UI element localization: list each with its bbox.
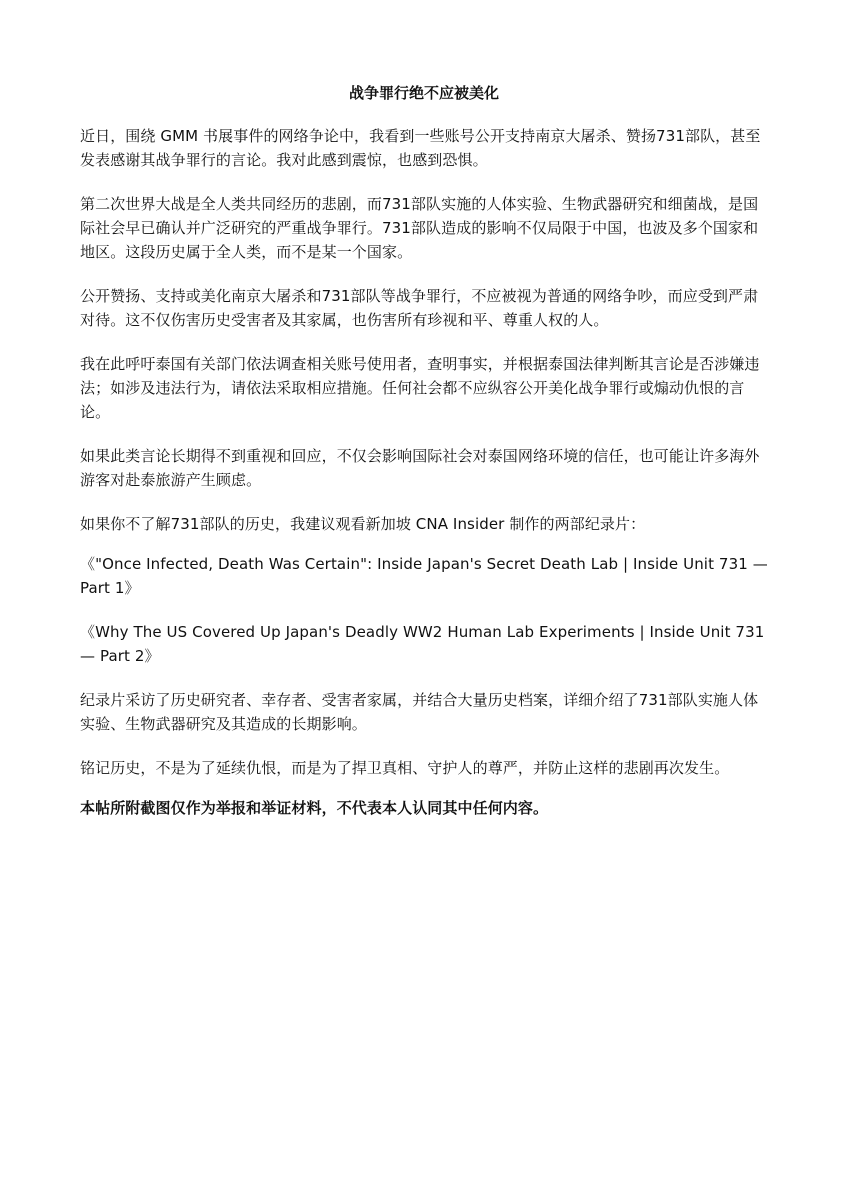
paragraph-recommendation: 如果你不了解731部队的历史，我建议观看新加坡 CNA Insider 制作的两部纪录片：: [80, 515, 646, 533]
paragraph-history: 第二次世界大战是全人类共同经历的悲剧，而731部队实施的人体实验、生物武器研究和细菌战，是国际社会早已确认并广泛研究的严重战争罪行。731部队造成的影响不仅局限于中国，也波及多个国家和地区。这段历史属于全人类，而不是某一个国家。: [80, 195, 759, 261]
paragraph-documentary-summary: 纪录片采访了历史研究者、幸存者、受害者家属，并结合大量历史档案，详细介绍了731部队实施人体实验、生物武器研究及其造成的长期影响。: [80, 691, 759, 733]
paragraph-appeal: 我在此呼吁泰国有关部门依法调查相关账号使用者，查明事实，并根据泰国法律判断其言论是否涉嫌违法；如涉及违法行为，请依法采取相应措施。任何社会都不应纵容公开美化战争罪行或煽动仇恨的言论。: [80, 355, 760, 421]
paragraph-consequence: 如果此类言论长期得不到重视和回应，不仅会影响国际社会对泰国网络环境的信任，也可能让许多海外游客对赴泰旅游产生顾虑。: [80, 447, 760, 489]
documentary-title-part2: 《Why The US Covered Up Japan's Deadly WW2 Human Lab Experiments | Inside Unit 731 — Part 2》: [80, 623, 765, 665]
document-title: 战争罪行绝不应被美化: [348, 84, 499, 102]
documentary-title-part1: 《"Once Infected, Death Was Certain": Inside Japan's Secret Death Lab | Inside Unit 731 — Part 1》: [80, 555, 768, 597]
paragraph-disclaimer: 本帖所附截图仅作为举报和举证材料，不代表本人认同其中任何内容。: [80, 799, 549, 817]
paragraph-remembrance: 铭记历史，不是为了延续仇恨，而是为了捍卫真相、守护人的尊严，并防止这样的悲剧再次发生。: [80, 759, 730, 777]
document-body: [80, 124, 770, 840]
paragraph-condemnation: 公开赞扬、支持或美化南京大屠杀和731部队等战争罪行，不应被视为普通的网络争吵，而应受到严肃对待。这不仅伤害历史受害者及其家属，也伤害所有珍视和平、尊重人权的人。: [80, 287, 759, 329]
paragraph-intro: 近日，围绕 GMM 书展事件的网络争论中，我看到一些账号公开支持南京大屠杀、赞扬731部队，甚至发表感谢其战争罪行的言论。我对此感到震惊，也感到恐惧。: [80, 127, 761, 169]
